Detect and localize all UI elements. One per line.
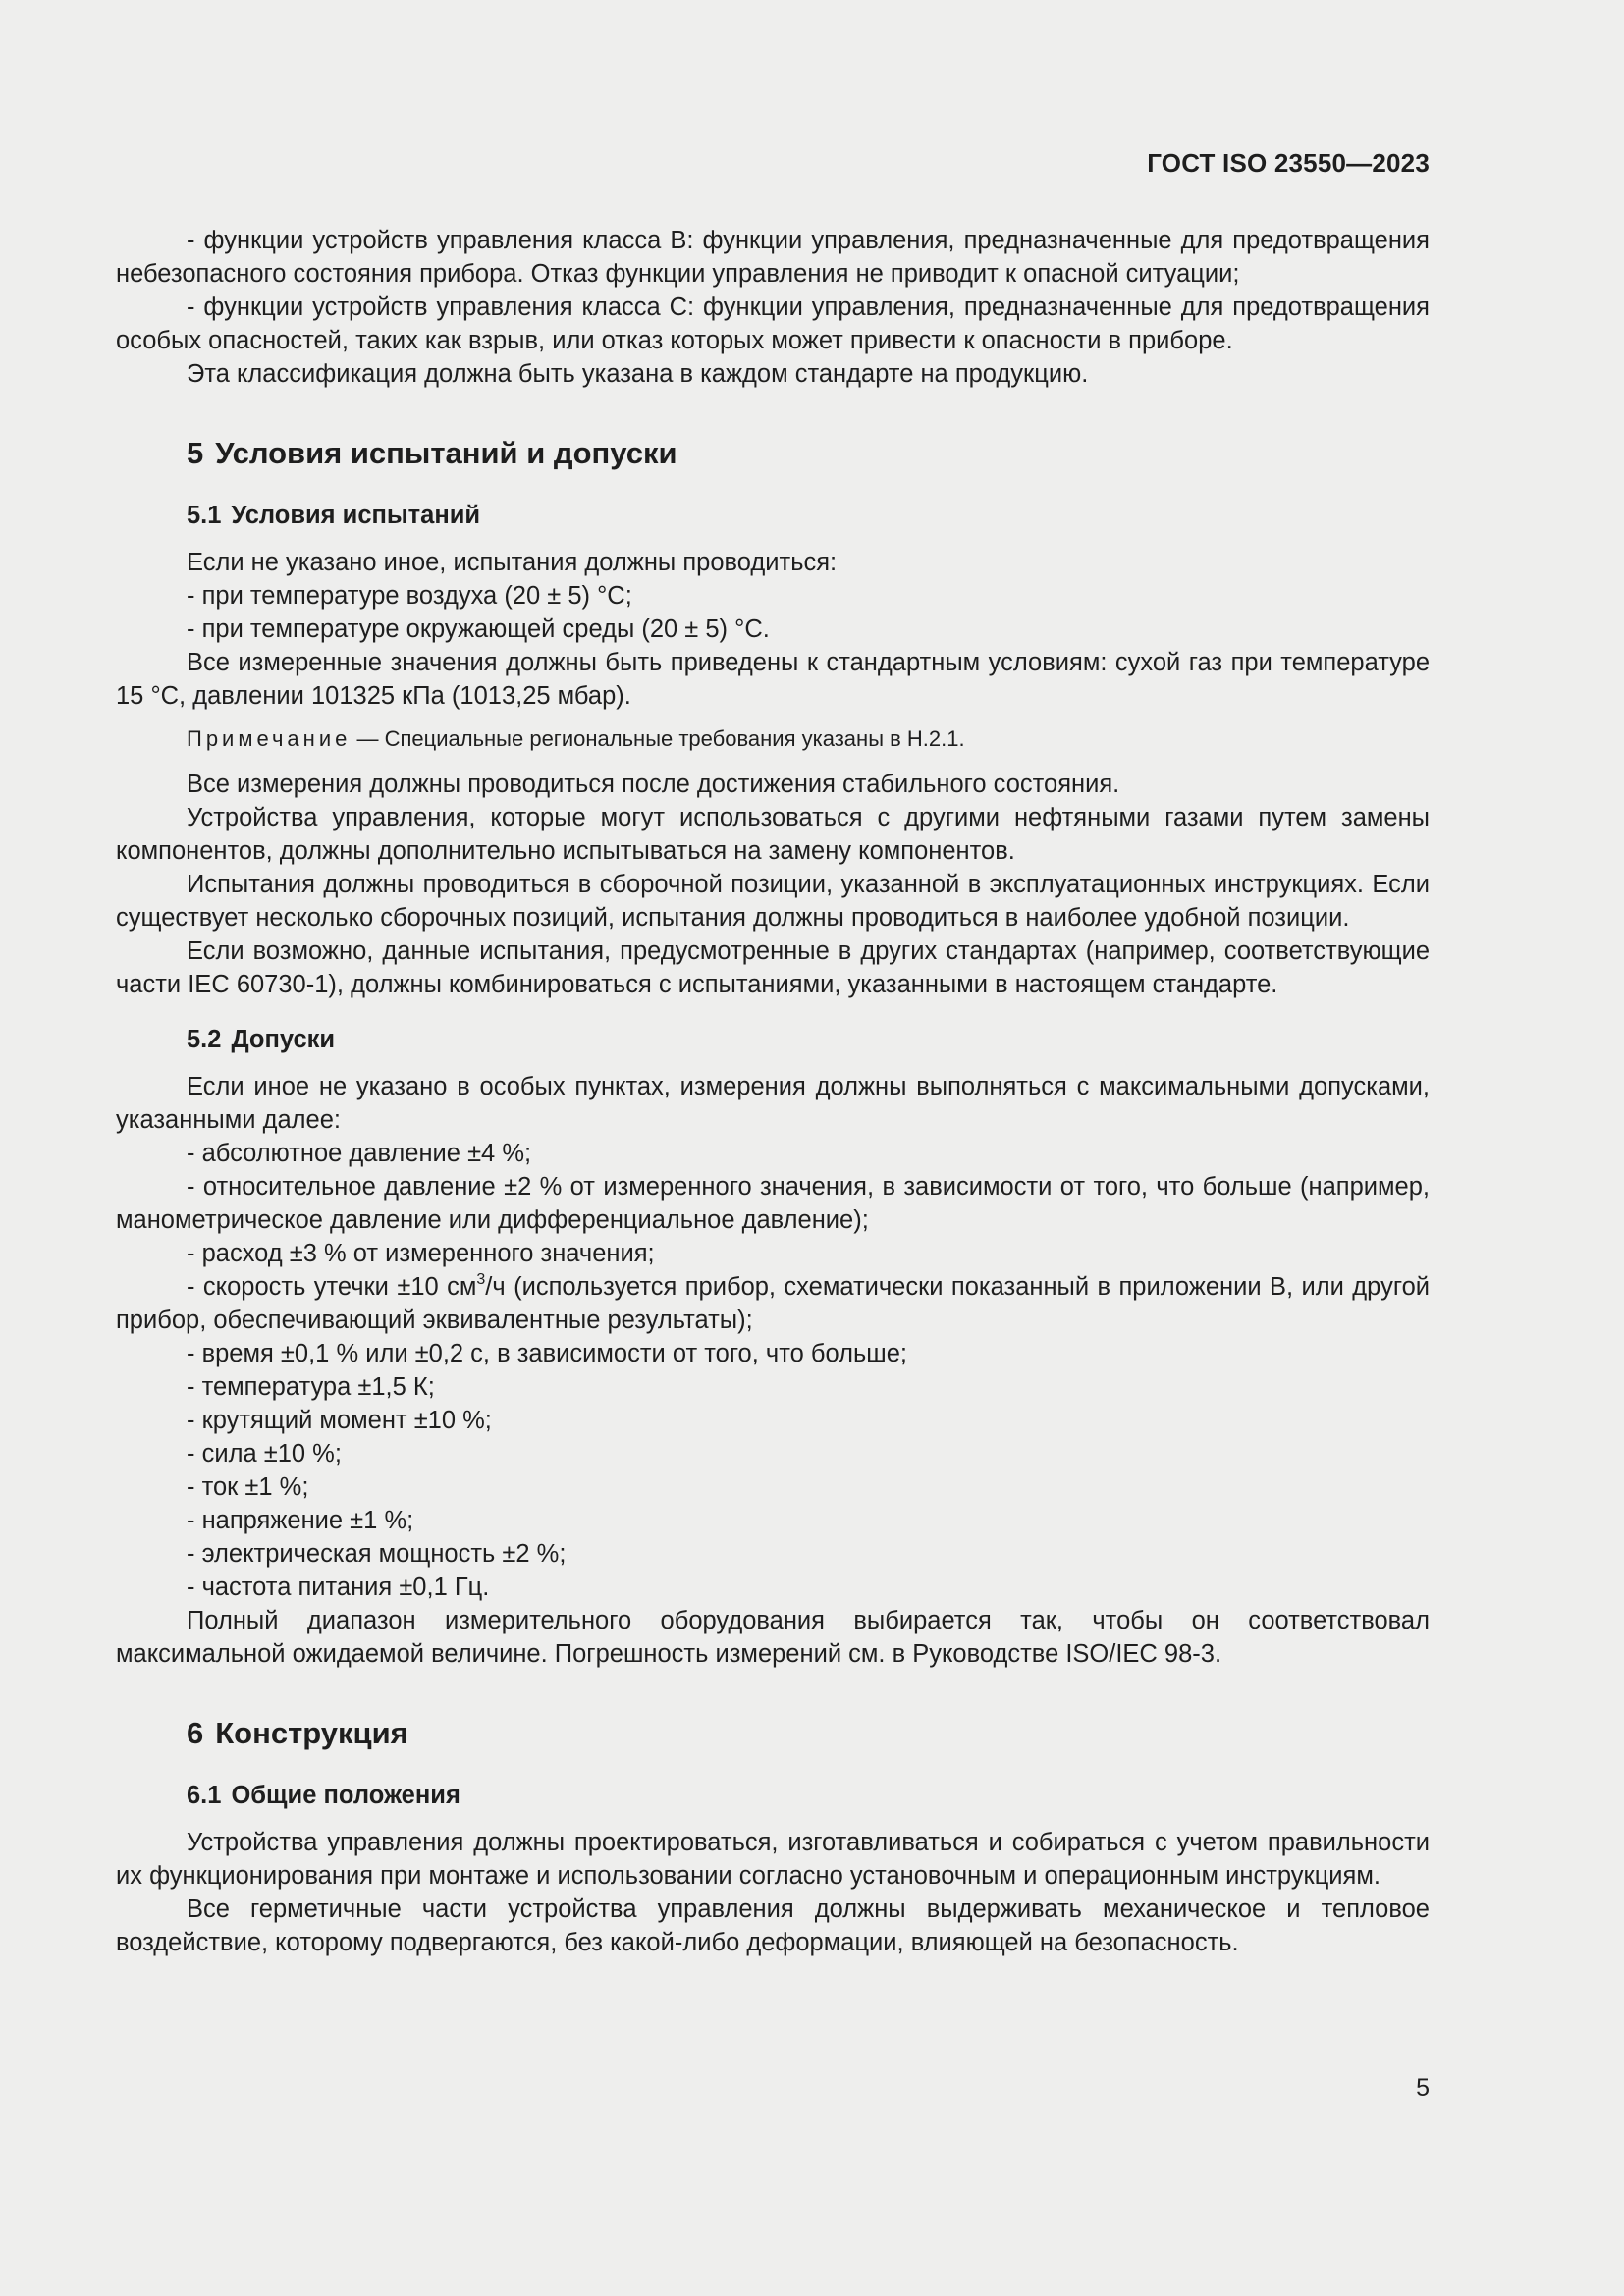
section-heading [187,1714,1430,1753]
paragraph: Если иное не указано в особых пунктах, измерения должны выполняться с максимальными допусками, указанными далее: [116,1073,1430,1134]
document-body [116,224,1430,1959]
list-item: - при температуре окружающей среды (20 ± 5) °C. [187,615,770,643]
subsection-number: 5.1 [187,502,222,529]
paragraph: Устройства управления, которые могут использоваться с другими нефтяными газами путем замены компонентов, должны дополнительно испытываться на замену компонентов. [116,804,1430,865]
leak-text-b: /ч (используется прибор, схематически показанный в приложении В, или другой прибор, обеспечивающий эквивалентные результаты); [116,1273,1430,1334]
paragraph: Полный диапазон измерительного оборудования выбирается так, чтобы он соответствовал максимальной ожидаемой величине. Погрешность измерений см. в Руководстве ISO/IEC 98-3. [116,1607,1430,1668]
section-title: Конструкция [215,1716,408,1750]
list-item: - напряжение ±1 %; [187,1507,414,1534]
paragraph: - функции устройств управления класса B: функции управления, предназначенные для предотвращения небезопасного состояния прибора. Отказ функции управления не приводит к опасной ситуации; [116,227,1430,288]
paragraph: Все измерения должны проводиться после достижения стабильного состояния. [187,771,1120,798]
list-item: - расход ±3 % от измеренного значения; [187,1240,655,1267]
list-item [116,1270,1430,1337]
subsection-title: Допуски [231,1026,336,1053]
note-label: Примечание [187,726,352,751]
paragraph: Если возможно, данные испытания, предусмотренные в других стандартах (например, соответствующие части IEC 60730-1), должны комбинироваться с испытаниями, указанными в настоящем стандарте. [116,937,1430,998]
list-item: - частота питания ±0,1 Гц. [187,1574,490,1601]
paragraph: Все измеренные значения должны быть приведены к стандартным условиям: сухой газ при температуре 15 °C, давлении 101325 кПа (1013,25 мбар). [116,649,1430,710]
paragraph: Если не указано иное, испытания должны проводиться: [187,549,838,576]
list-item: - ток ±1 %; [187,1473,309,1501]
paragraph: Все герметичные части устройства управления должны выдерживать механическое и тепловое воздействие, которому подвергаются, без какой-либо деформации, влияющей на безопасность. [116,1896,1430,1956]
page-number: 5 [1416,2074,1430,2102]
list-item: - при температуре воздуха (20 ± 5) °C; [187,582,632,610]
subsection-number: 6.1 [187,1782,222,1809]
section-number: 5 [187,436,204,470]
subsection-title: Условия испытаний [231,502,481,529]
subsection-heading [187,499,1430,532]
paragraph: Эта классификация должна быть указана в каждом стандарте на продукцию. [187,360,1089,388]
paragraph: - функции устройств управления класса C: функции управления, предназначенные для предотвращения особых опасностей, таких как взрыв, или отказ которых может привести к опасности в приборе. [116,294,1430,354]
note-text: — Специальные региональные требования указаны в Н.2.1. [351,726,965,751]
superscript: 3 [476,1270,486,1288]
list-item: - электрическая мощность ±2 %; [187,1540,567,1568]
document-header: ГОСТ ISO 23550—2023 [1147,148,1430,178]
list-item: - сила ±10 %; [187,1440,342,1468]
section-heading [187,434,1430,473]
subsection-title: Общие положения [231,1782,460,1809]
note [116,724,1430,754]
subsection-heading [187,1023,1430,1056]
section-title: Условия испытаний и допуски [215,436,677,470]
list-item: - крутящий момент ±10 %; [187,1407,492,1434]
list-item: - относительное давление ±2 % от измеренного значения, в зависимости от того, что больше (например, манометрическое давление или дифференциальное давление); [116,1173,1430,1234]
list-item: - время ±0,1 % или ±0,2 с, в зависимости от того, что больше; [187,1340,907,1367]
document-page [116,0,1430,2296]
section-number: 6 [187,1716,204,1750]
subsection-number: 5.2 [187,1026,222,1053]
subsection-heading [187,1779,1430,1812]
list-item: - абсолютное давление ±4 %; [187,1140,532,1167]
paragraph: Устройства управления должны проектироваться, изготавливаться и собираться с учетом правильности их функционирования при монтаже и использовании согласно установочным и операционным инструкциям. [116,1829,1430,1890]
leak-text-a: - скорость утечки ±10 см [187,1273,477,1301]
paragraph: Испытания должны проводиться в сборочной позиции, указанной в эксплуатационных инструкциях. Если существует несколько сборочных позиций, испытания должны проводиться в наиболее удобной позиции. [116,871,1430,932]
list-item: - температура ±1,5 К; [187,1373,435,1401]
